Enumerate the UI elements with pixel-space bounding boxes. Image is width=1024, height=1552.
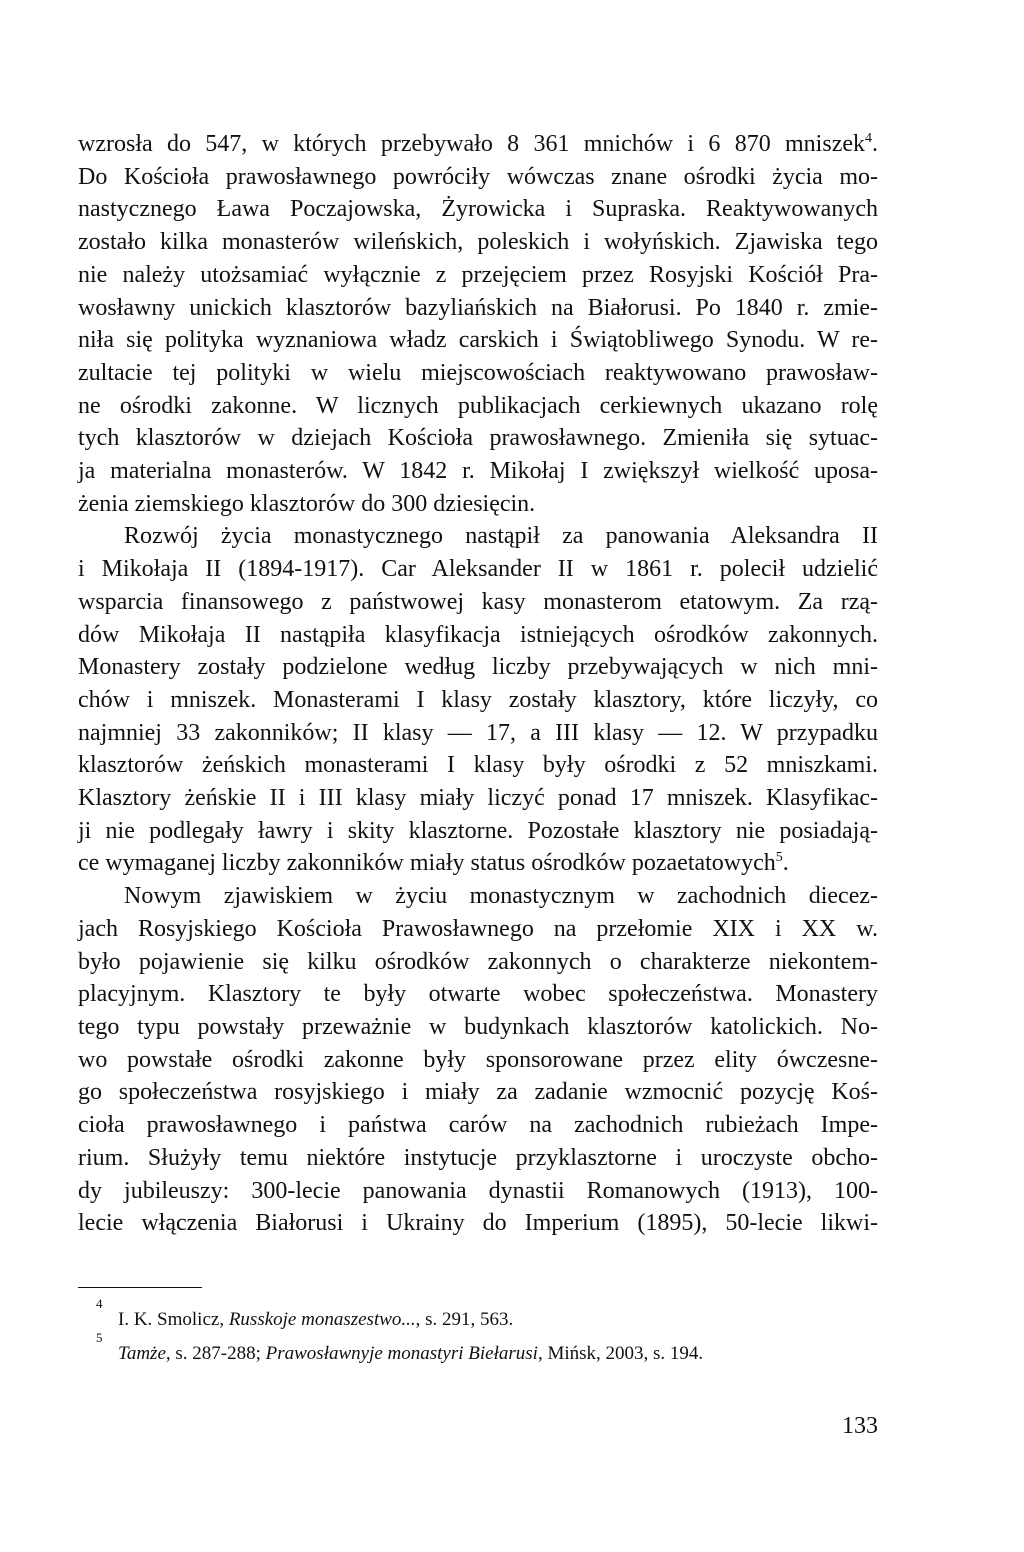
text-line: dów Mikołaja II nastąpiła klasyfikacja istniejących ośrodków zakonnych. bbox=[78, 621, 878, 648]
footnote-5: 5 Tamże, s. 287-288; Prawosławnyje monastyri Biełarusi, Mińsk, 2003, s. 194. bbox=[96, 1330, 704, 1364]
main-text-block bbox=[78, 128, 878, 1240]
text-line: ne ośrodki zakonne. W licznych publikacjach cerkiewnych ukazano rolę bbox=[78, 392, 878, 419]
text-line: ji nie podlegały ławry i skity klasztorne. Pozostałe klasztory nie posiadają- bbox=[78, 817, 878, 844]
text-line: Klasztory żeńskie II i III klasy miały liczyć ponad 17 mniszek. Klasyfikac- bbox=[78, 785, 878, 812]
text-line: go społeczeństwa rosyjskiego i miały za zadanie wzmocnić pozycję Koś- bbox=[78, 1079, 878, 1106]
text-line: Monastery zostały podzielone według liczby przebywających w nich mni- bbox=[78, 654, 878, 681]
text-line: zostało kilka monasterów wileńskich, poleskich i wołyńskich. Zjawiska tego bbox=[78, 229, 878, 256]
text-line: wo powstałe ośrodki zakonne były sponsorowane przez elity ówczesne- bbox=[78, 1046, 878, 1073]
text-line: tych klasztorów w dziejach Kościoła prawosławnego. Zmieniła się sytuac- bbox=[78, 425, 878, 452]
footnote-ref-5: 5 bbox=[775, 850, 783, 866]
body-text bbox=[78, 128, 878, 1240]
footnote-ref-4: 4 bbox=[865, 131, 872, 146]
text-line: niła się polityka wyznaniowa władz carskich i Świątobliwego Synodu. W re- bbox=[78, 327, 878, 354]
text-line: tego typu powstały przeważnie w budynkach klasztorów katolickich. No- bbox=[78, 1013, 878, 1040]
footnote-mark: 5 bbox=[96, 1330, 103, 1345]
text-line: chów i mniszek. Monasterami I klasy zostały klasztory, które liczyły, co bbox=[78, 686, 878, 713]
text-line: wzrosła do 547, w których przebywało 8 361 mnichów i 6 870 mniszek$^4$. bbox=[78, 131, 878, 157]
text-line: zultacie tej polityki w wielu miejscowościach reaktywowano prawosław- bbox=[78, 359, 878, 386]
text-line: nastycznego Ława Poczajowska, Żyrowicka i Supraska. Reaktywowanych bbox=[78, 196, 878, 223]
text-line: wosławny unickich klasztorów bazyliańskich na Białorusi. Po 1840 r. zmie- bbox=[78, 294, 878, 321]
text-line: wsparcia finansowego z państwowej kasy monasterom etatowym. Za rzą- bbox=[78, 588, 878, 615]
text-line: było pojawienie się kilku ośrodków zakonnych o charakterze niekontem- bbox=[78, 948, 878, 975]
text-line: Rozwój życia monastycznego nastąpił za panowania Aleksandra II bbox=[124, 523, 878, 550]
text-line: cioła prawosławnego i państwa carów na zachodnich rubieżach Impe- bbox=[78, 1112, 878, 1139]
footnote-mark: 4 bbox=[96, 1296, 103, 1311]
text-line: Nowym zjawiskiem w życiu monastycznym w zachodnich diecez- bbox=[124, 883, 878, 910]
text-line: żenia ziemskiego klasztorów do 300 dziesięcin. bbox=[78, 490, 536, 517]
text-line: ce wymaganej liczby zakonników miały status ośrodków pozaetatowych$^5$. bbox=[78, 850, 789, 877]
text-line: rium. Służyły temu niektóre instytucje przyklasztorne i uroczyste obcho- bbox=[78, 1144, 878, 1171]
footnotes bbox=[96, 1296, 704, 1371]
text-line: najmniej 33 zakonników; II klasy — 17, a III klasy — 12. W przypadku bbox=[78, 719, 878, 746]
text-line: i Mikołaja II (1894-1917). Car Aleksander II w 1861 r. polecił udzielić bbox=[78, 556, 878, 583]
text-line: placyjnym. Klasztory te były otwarte wobec społeczeństwa. Monastery bbox=[78, 981, 878, 1008]
text-line: jach Rosyjskiego Kościoła Prawosławnego na przełomie XIX i XX w. bbox=[78, 915, 878, 942]
text-line: nie należy utożsamiać wyłącznie z przejęciem przez Rosyjski Kościół Pra- bbox=[78, 261, 878, 288]
text-line: ja materialna monasterów. W 1842 r. Mikołaj I zwiększył wielkość uposa- bbox=[78, 458, 878, 485]
footnote-separator bbox=[78, 1287, 202, 1288]
footnote-4: 4 I. K. Smolicz, Russkoje monaszestwo..., s. 291, 563. bbox=[96, 1296, 514, 1330]
page-number: 133 bbox=[842, 1413, 878, 1439]
text-line: dy jubileuszy: 300-lecie panowania dynastii Romanowych (1913), 100- bbox=[78, 1177, 878, 1204]
text-line: Do Kościoła prawosławnego powróciły wówczas znane ośrodki życia mo- bbox=[78, 163, 878, 190]
text-line: klasztorów żeńskich monasterami I klasy były ośrodki z 52 mniszkami. bbox=[78, 752, 878, 779]
text-line: lecie włączenia Białorusi i Ukrainy do Imperium (1895), 50-lecie likwi- bbox=[78, 1210, 878, 1237]
